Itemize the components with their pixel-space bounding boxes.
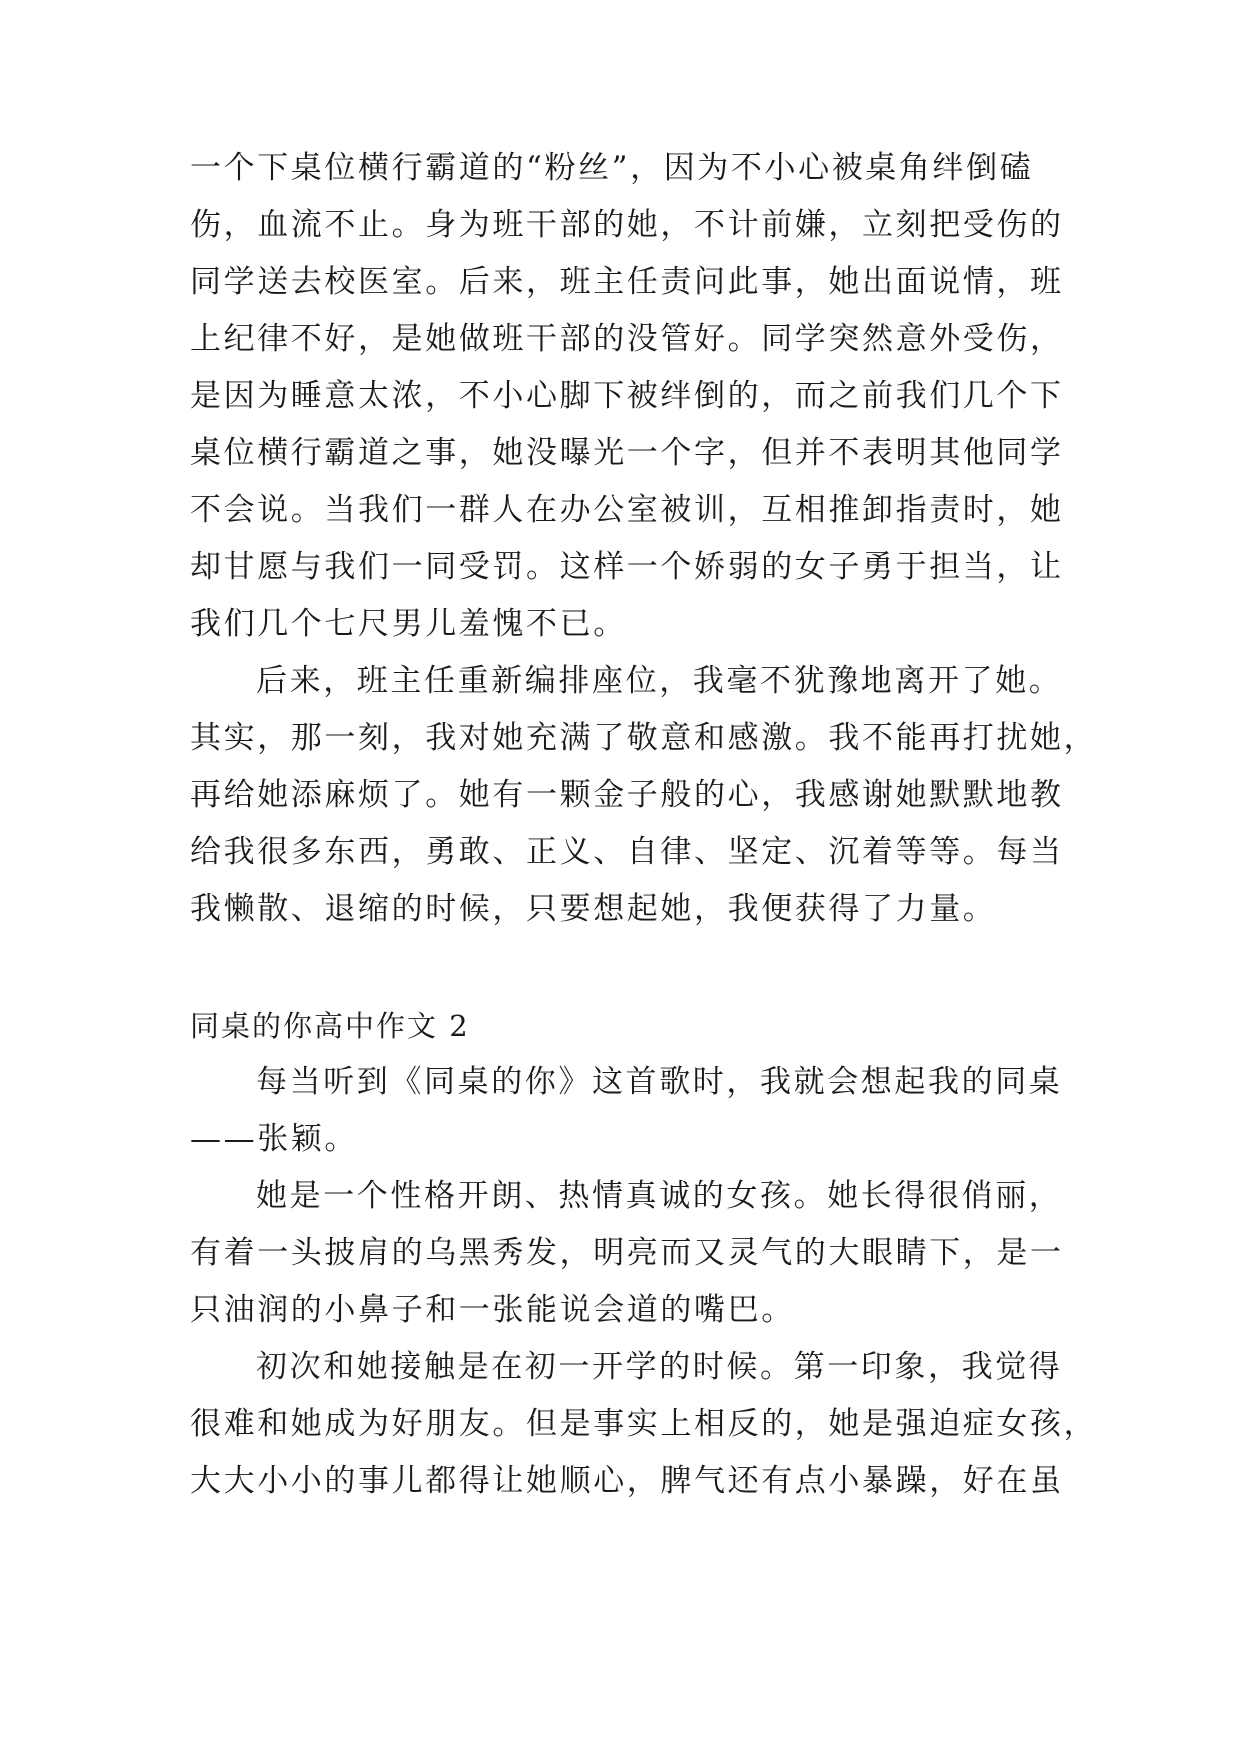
text-line: 每当听到《同桌的你》这首歌时，我就会想起我的同桌 [256, 1064, 1063, 1100]
text-line: 再给她添麻烦了。她有一颗金子般的心，我感谢她默默地教 [190, 777, 1064, 813]
text-line: 很难和她成为好朋友。但是事实上相反的，她是强迫症女孩， [190, 1406, 1098, 1442]
text-line: 给我很多东西，勇敢、正义、自律、坚定、沉着等等。每当 [190, 834, 1064, 870]
text-line: 其实，那一刻，我对她充满了敬意和感激。我不能再打扰她， [190, 720, 1098, 756]
text-line: 是因为睡意太浓，不小心脚下被绊倒的，而之前我们几个下 [190, 378, 1064, 414]
text-line: 后来，班主任重新编排座位，我毫不犹豫地离开了她。 [256, 663, 1063, 699]
text-line: 桌位横行霸道之事，她没曝光一个字，但并不表明其他同学 [190, 435, 1064, 471]
text-line: 上纪律不好，是她做班干部的没管好。同学突然意外受伤， [190, 321, 1064, 357]
text-line: 她是一个性格开朗、热情真诚的女孩。她长得很俏丽， [256, 1178, 1063, 1214]
text-line: 初次和她接触是在初一开学的时候。第一印象，我觉得 [256, 1349, 1063, 1385]
text-line: 不会说。当我们一群人在办公室被训，互相推卸指责时，她 [190, 492, 1064, 528]
text-line: 一个下桌位横行霸道的“粉丝”，因为不小心被桌角绊倒磕 [190, 150, 1034, 186]
text-line: 同学送去校医室。后来，班主任责问此事，她出面说情，班 [190, 264, 1064, 300]
text-line: 我懒散、退缩的时候，只要想起她，我便获得了力量。 [190, 891, 997, 927]
text-line: 有着一头披肩的乌黑秀发，明亮而又灵气的大眼睛下，是一 [190, 1235, 1064, 1271]
text-line: 大大小小的事儿都得让她顺心，脾气还有点小暴躁，好在虽 [190, 1463, 1064, 1499]
text-line: 伤，血流不止。身为班干部的她，不计前嫌，立刻把受伤的 [190, 207, 1064, 243]
text-line: 只油润的小鼻子和一张能说会道的嘴巴。 [190, 1292, 795, 1328]
text-line: ——张颖。 [190, 1121, 358, 1157]
text-line: 我们几个七尺男儿羞愧不已。 [190, 606, 627, 642]
text-line: 却甘愿与我们一同受罚。这样一个娇弱的女子勇于担当，让 [190, 549, 1064, 585]
section-title: 同桌的你高中作文 2 [190, 1009, 470, 1043]
